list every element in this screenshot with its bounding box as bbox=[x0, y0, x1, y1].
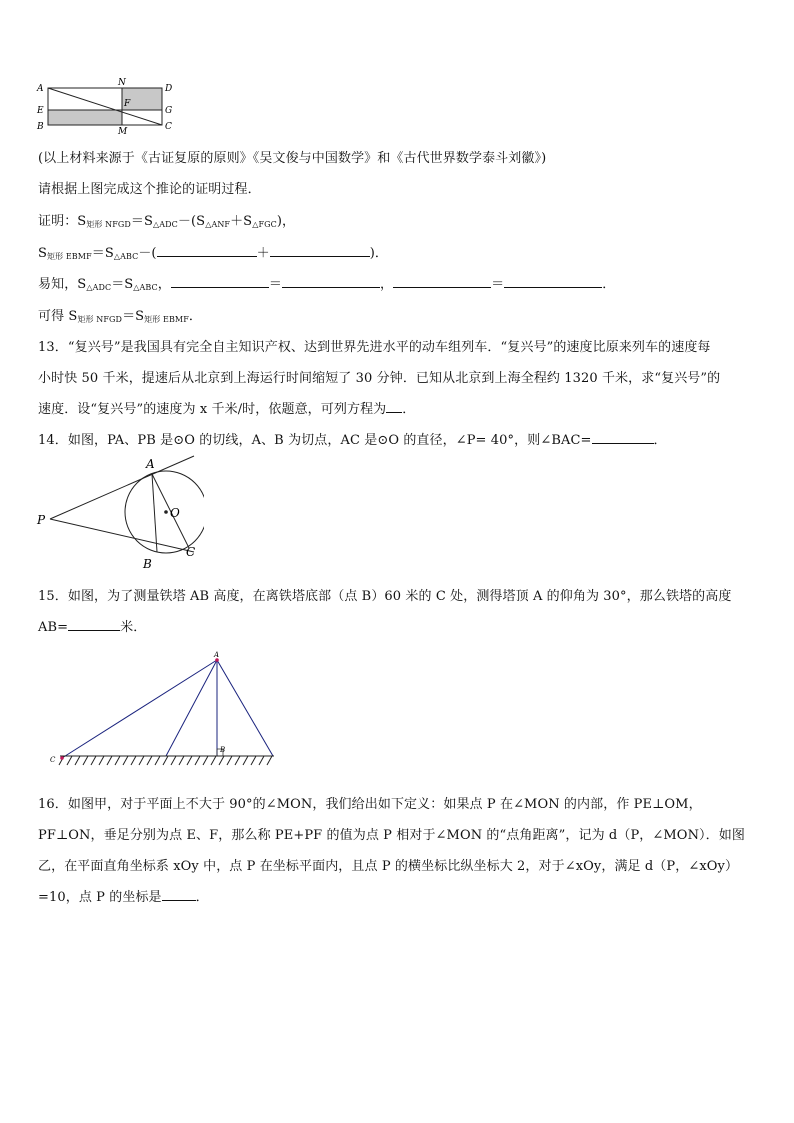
q13-line-2: 小时快 50 千米，提速后从北京到上海运行时间缩短了 30 分钟．已知从北京到上海全程约 1320 千米，求“复兴号”的 bbox=[38, 371, 721, 386]
instruction-line: 请根据上图完成这个推论的证明过程． bbox=[38, 182, 261, 197]
q16-line-2: PF⊥ON，垂足分别为点 E、F，那么称 PE+PF 的值为点 P 相对于∠MON 的“点角距离”，记为 d（P，∠MON）．如图 bbox=[38, 828, 745, 843]
label-B: B bbox=[143, 557, 152, 571]
answer-blank[interactable] bbox=[504, 275, 602, 288]
label-A: A bbox=[146, 457, 155, 471]
tower-figure bbox=[44, 650, 284, 772]
proof-line-1: 证明：$S_{矩形 NFGD}=S_{\triangle ADC}-(S_{\triangle ANF}+S_{\triangle FGC})$， bbox=[38, 214, 296, 229]
label-A: A bbox=[214, 651, 220, 659]
q16-line-4: =10，点 P 的坐标是 ． bbox=[38, 890, 209, 905]
answer-blank[interactable] bbox=[157, 244, 257, 257]
answer-blank[interactable] bbox=[162, 888, 196, 901]
answer-blank[interactable] bbox=[282, 275, 380, 288]
label-C: C bbox=[165, 122, 172, 132]
answer-blank[interactable] bbox=[386, 400, 402, 413]
proof-line-2: $S_{矩形 EBMF}=S_{\triangle ABC}-$( ＋ )． bbox=[38, 246, 388, 261]
answer-blank[interactable] bbox=[270, 244, 370, 257]
label-D: D bbox=[165, 84, 173, 94]
ground-hatching bbox=[59, 756, 272, 765]
q16-line-1: 16．如图甲，对于平面上不大于 90°的∠MON，我们给出如下定义：如果点 P 在∠MON 的内部，作 PE⊥OM， bbox=[38, 797, 702, 812]
answer-blank[interactable] bbox=[592, 431, 654, 444]
label-B: B bbox=[220, 746, 226, 754]
rectangle-figure bbox=[34, 78, 184, 136]
label-F: F bbox=[124, 99, 131, 109]
q13-line-3: 速度．设“复兴号”的速度为 x 千米/时，依题意，可列方程为 ． bbox=[38, 402, 416, 417]
label-N: N bbox=[118, 78, 126, 88]
answer-blank[interactable] bbox=[393, 275, 491, 288]
q13-line-1: 13．“复兴号”是我国具有完全自主知识产权、达到世界先进水平的动车组列车．“复兴号”的速度比原来列车的速度每 bbox=[38, 340, 711, 355]
q15-line-1: 15．如图，为了测量铁塔 AB 高度，在离铁塔底部（点 B）60 米的 C 处，测得塔顶 A 的仰角为 30°，那么铁塔的高度 bbox=[38, 589, 732, 604]
proof-line-3: 易知，$S_{\triangle ADC}=S_{\triangle ABC}$， ＝ ， ＝ ． bbox=[38, 277, 616, 292]
label-M: M bbox=[118, 127, 128, 136]
label-C: C bbox=[186, 545, 196, 559]
label-A: A bbox=[37, 84, 44, 94]
label-P: P bbox=[37, 513, 46, 527]
label-G: G bbox=[165, 106, 173, 116]
proof-line-4: 可得 $S_{矩形 NFGD}=S_{矩形 EBMF}$． bbox=[38, 309, 202, 324]
label-O: O bbox=[170, 506, 180, 520]
circle-tangent-figure bbox=[34, 452, 204, 577]
label-C: C bbox=[50, 756, 56, 764]
answer-blank[interactable] bbox=[171, 275, 269, 288]
label-E: E bbox=[37, 106, 44, 116]
q15-line-2: AB= 米． bbox=[38, 620, 147, 635]
answer-blank[interactable] bbox=[68, 618, 120, 631]
source-line: (以上材料来源于《古证复原的原则》《吴文俊与中国数学》和《古代世界数学泰斗刘徽》) bbox=[38, 151, 547, 166]
q14-line: 14．如图，PA、PB 是⊙O 的切线，A、B 为切点，AC 是⊙O 的直径，∠P= 40°，则∠BAC= ． bbox=[38, 433, 667, 448]
label-B: B bbox=[37, 122, 44, 132]
q16-line-3: 乙，在平面直角坐标系 xOy 中，点 P 在坐标平面内，且点 P 的横坐标比纵坐标大 2，对于∠xOy，满足 d（P，∠xOy） bbox=[38, 859, 739, 874]
